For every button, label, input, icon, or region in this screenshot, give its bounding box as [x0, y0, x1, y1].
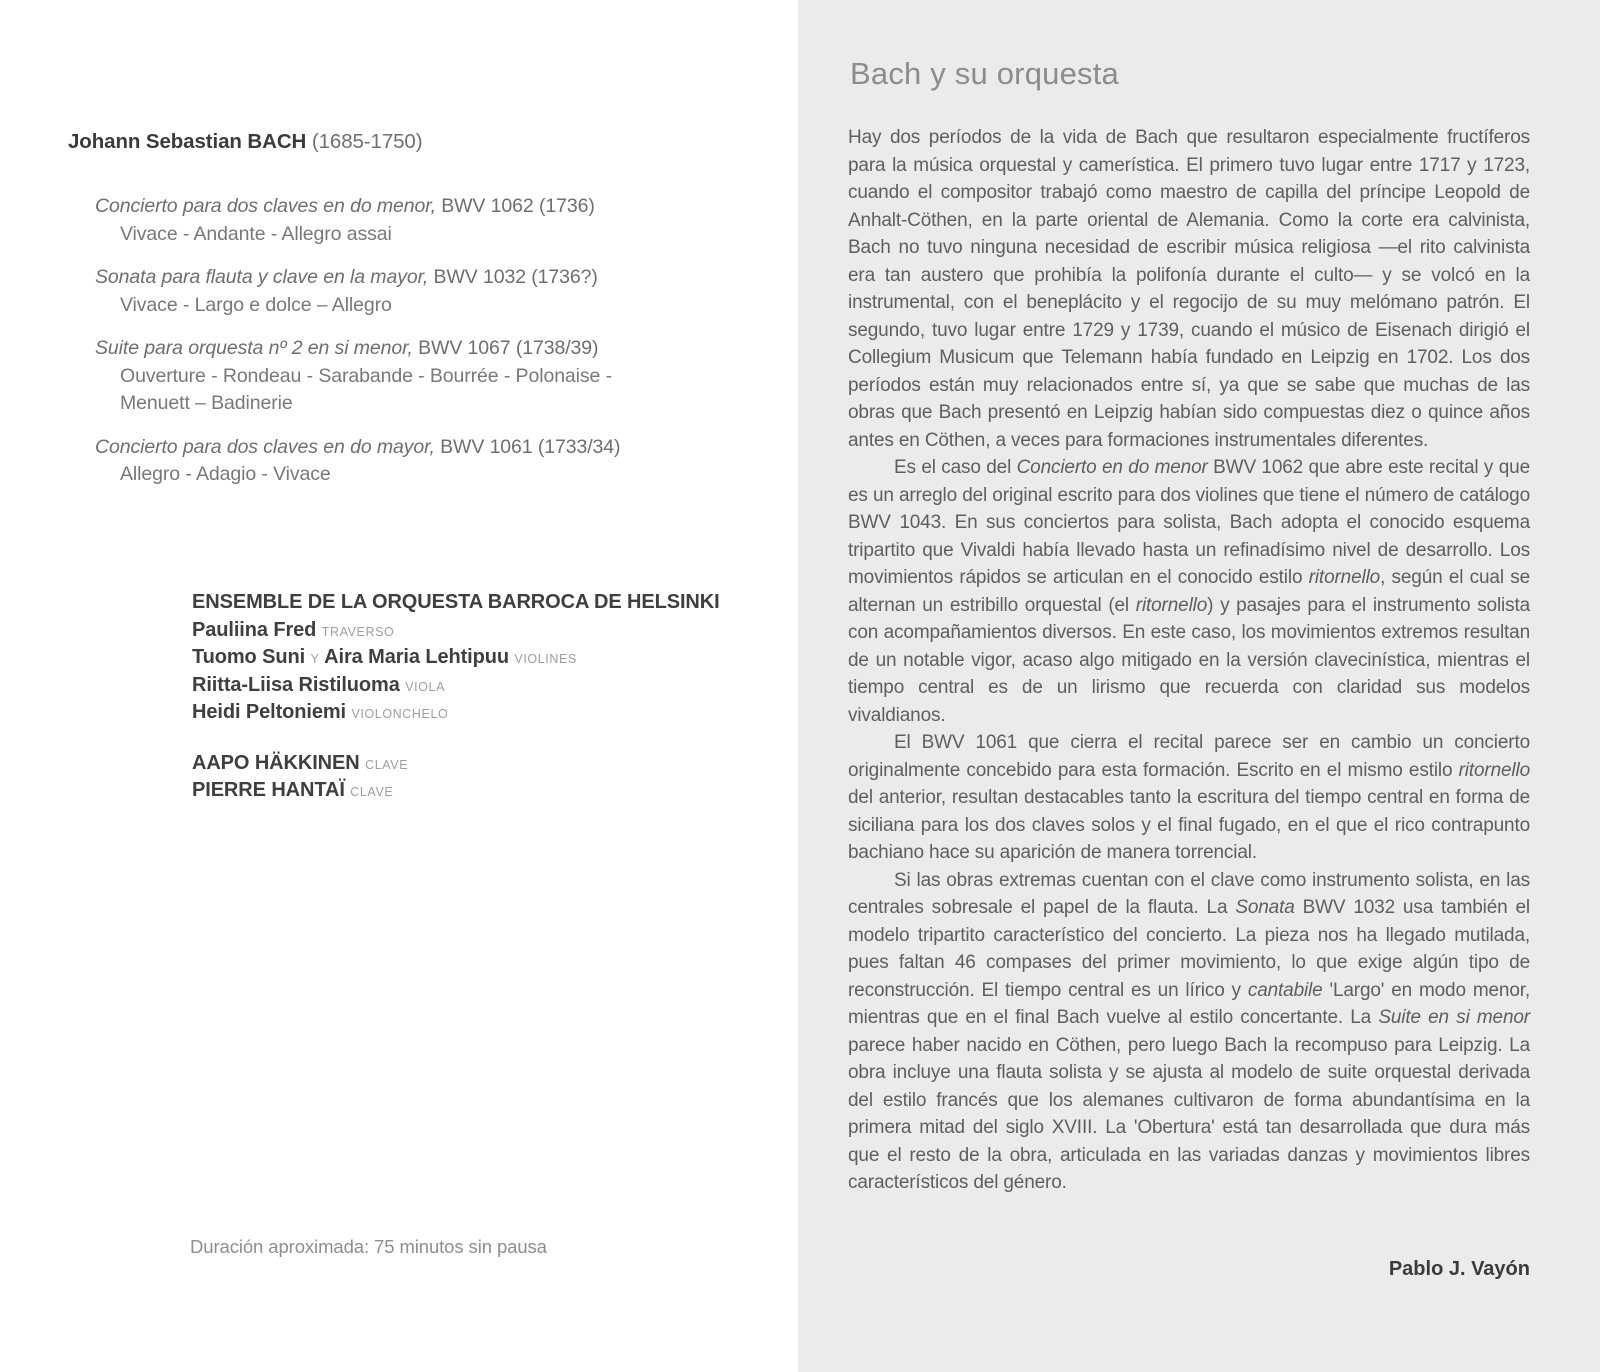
work-title: Concierto para dos claves en do menor, BWV 1062 (1736) — [95, 195, 595, 217]
work-title: Concierto para dos claves en do mayor, BWV 1061 (1733/34) — [95, 435, 621, 458]
essay-paragraph: Es el caso del Concierto en do menor BWV 1062 que abre este recital y que es un arreglo del original escrito para dos violines que tiene el número de catálogo BWV 1043. En sus conciertos para solista, Bach adopta el conocido esquema tripartito que Vivaldi había llevado hasta un refinadísimo nivel de desarrollo. Los movimientos rápidos se articulan en el conocido estilo ritornello, según el cual se alternan un estribillo orquestal (el ritornello) y pasajes para el instrumento solista con acompañamientos diversos. En este caso, los movimientos extremos resultan de un notable vigor, acaso algo mitigado en la versión clavecinística, mientras el tiempo central es de un lirismo que recuerda con claridad sus modelos vivaldianos. — [848, 457, 1531, 726]
essay-paragraph: Hay dos períodos de la vida de Bach que resultaron especialmente fructíferos para la música orquestal y camerística. El primero tuvo lugar entre 1717 y 1723, cuando el compositor trabajó como maestro de capilla del príncipe Leopold de Anhalt-Cöthen, en la parte oriental de Alemania. Como la corte era calvinista, Bach no tuvo ninguna necesidad de escribir música religiosa —el rito calvinista era tan austero que prohibía la polifonía durante el culto— y se volcó en la instrumental, con el beneplácito y el regocijo de su muy melómano patrón. El segundo, tuvo lugar entre 1729 y 1739, cuando el músico de Eisenach dirigió el Collegium Musicum que Telemann había fundado en Leipzig en 1702. Los dos períodos están muy relacionados entre sí, ya que se sabe que muchas de las obras que Bach presentó en Leipzig habían sido compuestas diez o quince años antes en Cöthen, a veces para formaciones instrumentales diferentes. — [848, 127, 1530, 451]
work-movements: Vivace - Largo e dolce – Allegro — [120, 293, 392, 316]
performer-line: Pauliina Fred TRAVERSO — [192, 618, 395, 641]
work-movements: Ouverture - Rondeau - Sarabande - Bourrée - Polonaise - Menuett – Badinerie — [120, 364, 613, 414]
performer-line: PIERRE HANTAÏ CLAVE — [192, 779, 394, 801]
composer-name: Johann Sebastian BACH — [68, 130, 307, 153]
soloists-block — [192, 751, 720, 806]
work-title: Suite para orquesta nº 2 en si menor, BWV 1067 (1738/39) — [95, 337, 599, 359]
performer-line: Tuomo Suni Y Aira Maria Lehtipuu VIOLINES — [192, 646, 577, 668]
right-page — [798, 0, 1600, 1372]
essay-paragraph: Si las obras extremas cuentan con el clave como instrumento solista, en las centrales sobresale el papel de la flauta. La Sonata BWV 1032 usa también el modelo tripartito característico del concierto. La pieza nos ha llegado mutilada, pues faltan 46 compases del primer movimiento, lo que exige algún tipo de reconstrucción. El tiempo central es un lírico y cantabile 'Largo' en modo menor, mientras que en el final Bach vuelve al estilo concertante. La Suite en si menor parece haber nacido en Cöthen, pero luego Bach la recompuso para Leipzig. La obra incluye una flauta solista y se ajusta al modelo de suite orquestal derivada del estilo francés que los alemanes cultivaron de forma abundantísima en la primera mitad del siglo XVIII. La 'Obertura' está tan desarrollada que dura más que el resto de la obra, articulada en las variadas danzas y movimientos libres característicos del género. — [848, 869, 1531, 1193]
essay-body — [848, 124, 1530, 1197]
duration-note: Duración aproximada: 75 minutos sin pausa — [190, 1236, 547, 1257]
program-work — [95, 335, 685, 418]
left-page — [0, 0, 798, 1372]
performer-line: AAPO HÄKKINEN CLAVE — [192, 751, 409, 774]
program-work — [95, 193, 685, 248]
work-title: Sonata para flauta y clave en la mayor, BWV 1032 (1736?) — [95, 266, 598, 288]
performer-line: Riitta-Liisa Ristiluoma VIOLA — [192, 673, 446, 696]
program-work — [95, 434, 685, 489]
essay-title: Bach y su orquesta — [850, 56, 1119, 91]
ensemble-name: ENSEMBLE DE LA ORQUESTA BARROCA DE HELSINKI — [192, 591, 720, 613]
ensemble-block — [192, 590, 720, 806]
work-movements: Vivace - Andante - Allegro assai — [120, 222, 392, 245]
essay-paragraph: El BWV 1061 que cierra el recital parece ser en cambio un concierto originalmente concebido para esta formación. Escrito en el mismo estilo ritornello del anterior, resultan destacables tanto la escritura del tiempo central en forma de siciliana para los dos claves solos y el final fugado, en el que el rico contrapunto bachiano hace su aparición de manera torrencial. — [848, 732, 1530, 863]
work-movements: Allegro - Adagio - Vivace — [120, 463, 331, 485]
program-list — [95, 193, 685, 505]
composer-dates: (1685-1750) — [311, 130, 423, 153]
essay-author: Pablo J. Vayón — [1388, 1258, 1530, 1280]
program-work — [95, 264, 685, 319]
composer-heading — [68, 128, 422, 155]
performer-line: Heidi Peltoniemi VIOLONCHELO — [192, 701, 449, 723]
